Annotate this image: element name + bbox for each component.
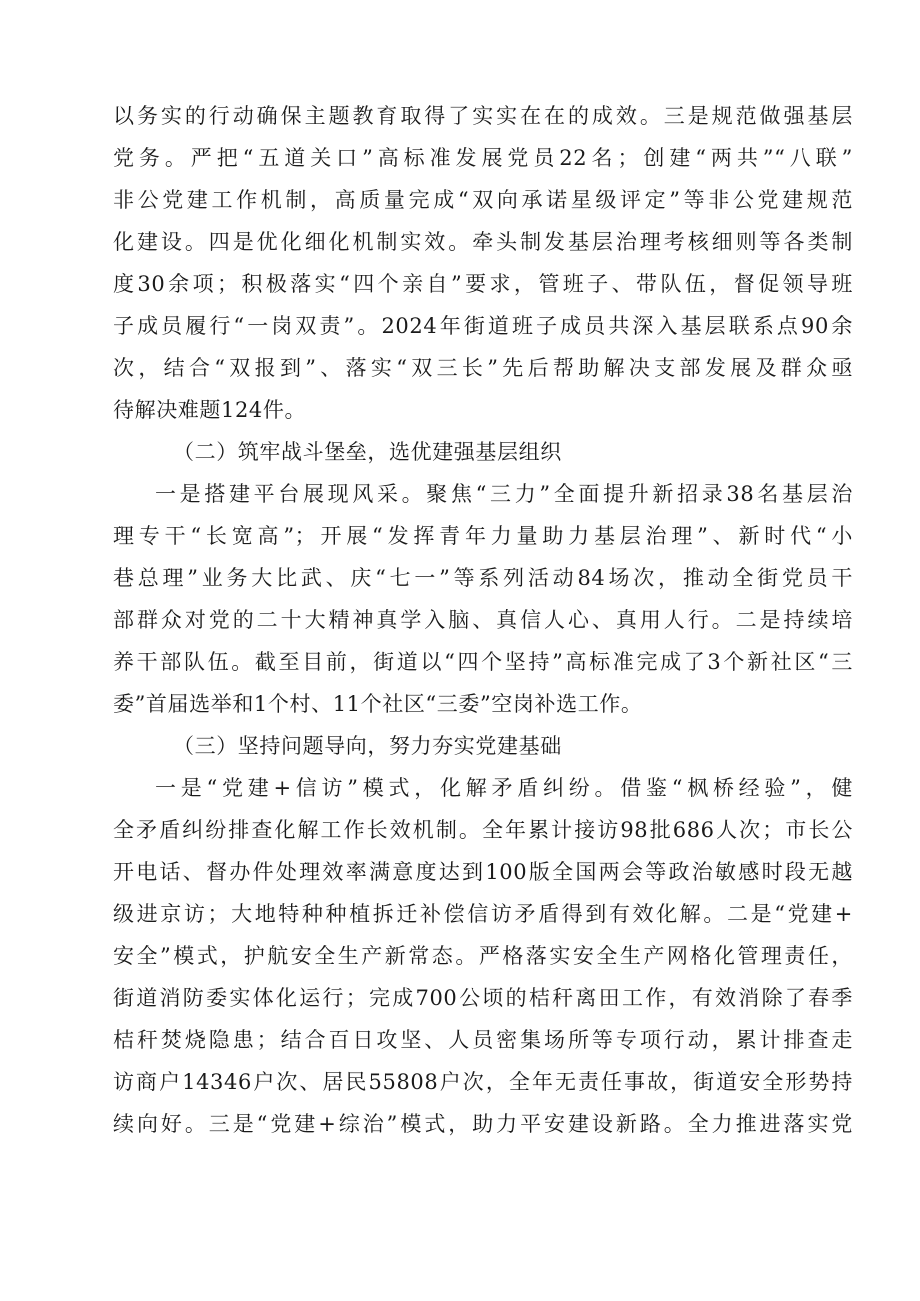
text-line: 街道消防委实体化运行；完成700公顷的桔秆离田工作，有效消除了春季 (113, 986, 853, 1010)
text-line: 访商户14346户次、居民55808户次，全年无责任事故，街道安全形势持 (113, 1070, 853, 1094)
section-heading: （三）坚持问题导向，努力夯实党建基础 (173, 734, 562, 758)
text-line: 次，结合“双报到”、落实“双三长”先后帮助解决支部发展及群众亟 (113, 356, 853, 380)
text-line: 部群众对党的二十大精神真学入脑、真信人心、真用人行。二是持续培 (113, 608, 853, 632)
text-line: 全矛盾纠纷排查化解工作长效机制。全年累计接访98批686人次；市长公 (113, 818, 853, 842)
text-line: 续向好。三是“党建+综治”模式，助力平安建设新路。全力推进落实党 (113, 1112, 853, 1136)
section-heading: （二）筑牢战斗堡垒，选优建强基层组织 (173, 440, 562, 464)
text-line: 委”首届选举和1个村、11个社区“三委”空岗补选工作。 (113, 692, 643, 716)
text-line: 级进京访；大地特种种植拆迁补偿信访矛盾得到有效化解。二是“党建+ (113, 902, 853, 926)
text-line: 待解决难题124件。 (113, 398, 307, 422)
document-body (113, 95, 853, 1145)
text-line: 巷总理”业务大比武、庆“七一”等系列活动84场次，推动全街党员干 (113, 566, 853, 590)
text-line: 子成员履行“一岗双责”。2024年街道班子成员共深入基层联系点90余 (113, 314, 853, 338)
text-line: 以务实的行动确保主题教育取得了实实在在的成效。三是规范做强基层 (113, 104, 853, 128)
text-line: 理专干“长宽高”；开展“发挥青年力量助力基层治理”、新时代“小 (113, 524, 853, 548)
text-line: 安全”模式，护航安全生产新常态。严格落实安全生产网格化管理责任， (113, 944, 853, 968)
text-line: 桔秆焚烧隐患；结合百日攻坚、人员密集场所等专项行动，累计排查走 (113, 1028, 853, 1052)
text-line: 化建设。四是优化细化机制实效。牵头制发基层治理考核细则等各类制 (113, 230, 853, 254)
text-line: 党务。严把“五道关口”高标准发展党员22名；创建“两共”“八联” (113, 146, 853, 170)
text-line: 度30余项；积极落实“四个亲自”要求，管班子、带队伍，督促领导班 (113, 272, 853, 296)
text-line: 养干部队伍。截至目前，街道以“四个坚持”高标准完成了3个新社区“三 (113, 650, 853, 674)
text-line: 一是“党建+信访”模式，化解矛盾纠纷。借鉴“枫桥经验”，健 (155, 776, 853, 800)
text-line: 开电话、督办件处理效率满意度达到100版全国两会等政治敏感时段无越 (113, 860, 853, 884)
text-line: 非公党建工作机制，高质量完成“双向承诺星级评定”等非公党建规范 (113, 188, 853, 212)
text-line: 一是搭建平台展现风采。聚焦“三力”全面提升新招录38名基层治 (155, 482, 853, 506)
